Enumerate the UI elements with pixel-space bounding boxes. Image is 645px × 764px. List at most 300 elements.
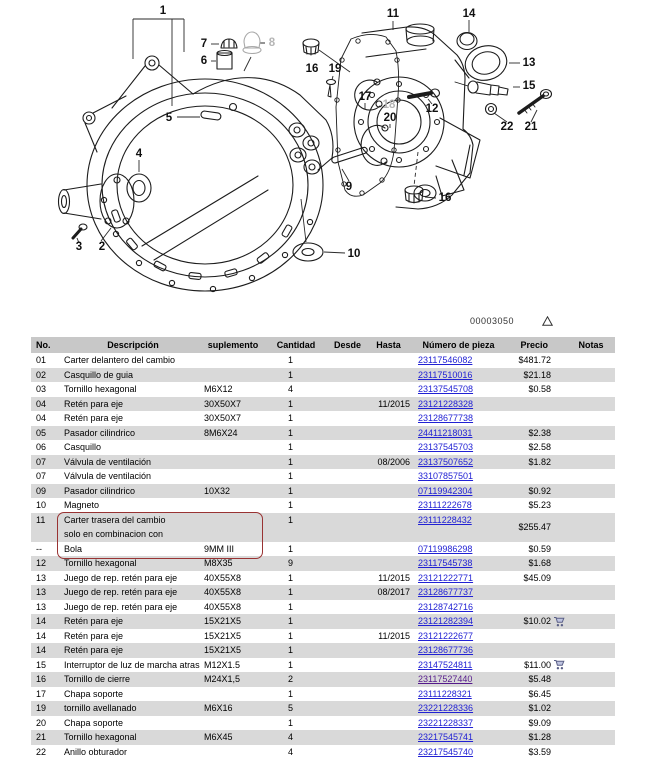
cell-price: $1.82 bbox=[528, 456, 551, 467]
cell-supplement: 15X21X5 bbox=[204, 616, 242, 626]
cell-supplement: M8X35 bbox=[204, 558, 233, 568]
table-row bbox=[31, 556, 615, 571]
part-number-link[interactable]: 23128677737 bbox=[418, 587, 474, 597]
cell-from bbox=[330, 542, 365, 557]
cell-until bbox=[365, 701, 412, 716]
cell-part-number bbox=[412, 658, 505, 673]
cell-supplement: M24X1,5 bbox=[204, 674, 241, 684]
cell-part-number bbox=[412, 585, 505, 600]
table-row bbox=[31, 411, 615, 426]
cell-no: 10 bbox=[36, 500, 47, 510]
cell-supplement bbox=[202, 745, 262, 760]
add-to-cart-icon[interactable] bbox=[551, 659, 567, 670]
cell-no: 07 bbox=[36, 471, 47, 481]
part-number-link[interactable]: 23121228328 bbox=[418, 398, 474, 409]
cell-quantity: 1 bbox=[288, 688, 294, 699]
part-number-link[interactable]: 24411218031 bbox=[418, 427, 473, 438]
cell-part-number bbox=[412, 455, 505, 470]
part-number-link[interactable]: 23128742716 bbox=[418, 601, 474, 612]
cell-supplement: M12X1.5 bbox=[204, 659, 241, 670]
cell-quantity: 1 bbox=[288, 543, 294, 554]
cell-no: 21 bbox=[36, 732, 47, 742]
cell-description: Retén para eje bbox=[64, 630, 124, 641]
cell-supplement: 40X55X8 bbox=[204, 587, 242, 597]
cell-until: 11/2015 bbox=[378, 398, 410, 409]
table-body bbox=[31, 353, 615, 759]
cell-part-number bbox=[412, 440, 505, 455]
cell-quantity: 5 bbox=[288, 703, 294, 713]
table-row bbox=[31, 730, 615, 745]
cell-price bbox=[505, 397, 568, 412]
cell-description: Anillo obturador bbox=[64, 746, 128, 757]
cell-until bbox=[365, 542, 412, 557]
column-header: No. bbox=[36, 340, 51, 350]
cell-notes bbox=[568, 629, 614, 644]
gearbox-housing-drawing bbox=[0, 0, 645, 312]
cell-description: Juego de rep. retén para eje bbox=[64, 572, 178, 583]
cell-no: 12 bbox=[36, 558, 47, 568]
cell-from bbox=[330, 484, 365, 499]
cell-supplement bbox=[202, 513, 262, 542]
cell-quantity: 1 bbox=[288, 572, 294, 583]
table-row bbox=[31, 585, 615, 600]
part-number-link[interactable]: 23217545741 bbox=[418, 732, 474, 742]
rear-housing-outline bbox=[335, 24, 480, 209]
cell-quantity: 4 bbox=[288, 732, 294, 742]
diagram-callout-1[interactable]: 1 bbox=[159, 5, 167, 17]
part-number-link[interactable]: 23121222771 bbox=[418, 572, 474, 583]
cell-description: Tornillo hexagonal bbox=[64, 558, 137, 568]
cell-part-number bbox=[412, 614, 505, 629]
cell-quantity: 1 bbox=[288, 717, 294, 728]
diagram-callout-16[interactable]: 16 bbox=[305, 63, 319, 75]
cell-description: Juego de rep. retén para eje bbox=[64, 587, 178, 597]
cell-description: Casquillo bbox=[64, 442, 102, 452]
cell-until bbox=[365, 600, 412, 615]
cell-part-number bbox=[412, 687, 505, 702]
cell-notes bbox=[568, 600, 614, 615]
cell-no: -- bbox=[36, 543, 42, 554]
cell-supplement: 40X55X8 bbox=[204, 572, 242, 583]
table-row bbox=[31, 484, 615, 499]
cell-description: Retén para eje bbox=[64, 645, 124, 655]
cell-supplement bbox=[202, 716, 262, 731]
column-header: Descripción bbox=[107, 340, 159, 350]
cell-supplement: 10X32 bbox=[204, 485, 231, 496]
cell-price: $481.72 bbox=[518, 355, 551, 365]
cell-description: Juego de rep. retén para eje bbox=[64, 601, 178, 612]
cell-description: tornillo avellanado bbox=[64, 703, 137, 713]
diagram-callout-8[interactable]: 8 bbox=[268, 37, 276, 49]
diagram-callout-14[interactable]: 14 bbox=[462, 8, 476, 20]
cell-part-number bbox=[412, 484, 505, 499]
column-header: Desde bbox=[333, 340, 361, 350]
cell-until bbox=[365, 411, 412, 426]
cell-quantity: 1 bbox=[288, 471, 294, 481]
cell-from bbox=[330, 614, 365, 629]
cell-description: Casquillo de guia bbox=[64, 369, 134, 380]
cell-until: 11/2015 bbox=[378, 630, 410, 641]
cell-description: Válvula de ventilación bbox=[64, 471, 152, 481]
cell-part-number bbox=[412, 411, 505, 426]
cell-no: 15 bbox=[36, 659, 47, 670]
cell-description: Tornillo hexagonal bbox=[64, 384, 137, 394]
diagram-callout-4[interactable]: 4 bbox=[135, 148, 143, 160]
cell-until bbox=[365, 513, 412, 542]
diagram-callout-17[interactable]: 17 bbox=[358, 91, 372, 103]
cell-quantity: 1 bbox=[288, 442, 294, 452]
table-row bbox=[31, 629, 615, 644]
cell-notes bbox=[568, 426, 614, 441]
cell-price: $1.28 bbox=[528, 732, 551, 742]
table-row bbox=[31, 672, 615, 687]
table-row bbox=[31, 542, 615, 557]
diagram-callout-12[interactable]: 12 bbox=[425, 103, 439, 115]
cell-from bbox=[330, 455, 365, 470]
cell-notes bbox=[568, 484, 614, 499]
cell-no: 06 bbox=[36, 442, 47, 452]
cell-notes bbox=[568, 440, 614, 455]
cell-from bbox=[330, 382, 365, 397]
cell-part-number bbox=[412, 397, 505, 412]
cell-until bbox=[365, 730, 412, 745]
table-row bbox=[31, 368, 615, 383]
cell-quantity: 2 bbox=[288, 674, 294, 684]
cell-quantity: 1 bbox=[288, 500, 294, 510]
table-row bbox=[31, 745, 615, 760]
cell-part-number bbox=[412, 672, 505, 687]
cell-no: 13 bbox=[36, 572, 47, 583]
table-row bbox=[31, 571, 615, 586]
cell-until bbox=[365, 498, 412, 513]
column-header: suplemento bbox=[207, 340, 259, 350]
cell-no: 14 bbox=[36, 630, 47, 641]
cell-until bbox=[365, 643, 412, 658]
cell-from bbox=[330, 730, 365, 745]
diagram-callout-19[interactable]: 19 bbox=[328, 63, 342, 75]
cell-quantity: 1 bbox=[288, 485, 294, 496]
cell-price: $0.58 bbox=[528, 384, 551, 394]
cell-price: $45.09 bbox=[523, 572, 551, 583]
cell-from bbox=[330, 368, 365, 383]
cell-until: 08/2017 bbox=[377, 587, 410, 597]
cell-notes bbox=[568, 716, 614, 731]
table-row bbox=[31, 498, 615, 513]
column-header: Precio bbox=[520, 340, 548, 350]
cell-supplement: M6X45 bbox=[204, 732, 233, 742]
part-number-link[interactable]: 23117546082 bbox=[418, 355, 473, 365]
cell-from bbox=[330, 353, 365, 368]
cell-price: $0.59 bbox=[528, 543, 551, 554]
add-to-cart-icon[interactable] bbox=[551, 616, 567, 627]
cell-notes bbox=[568, 571, 614, 586]
cell-price bbox=[505, 585, 568, 600]
table-row bbox=[31, 353, 615, 368]
diagram-callout-2[interactable]: 2 bbox=[98, 241, 106, 253]
cell-quantity: 1 bbox=[288, 659, 294, 670]
cell-quantity: 1 bbox=[288, 355, 294, 365]
cell-no: 13 bbox=[36, 587, 47, 597]
diagram-callout-13[interactable]: 13 bbox=[522, 57, 536, 69]
cell-description: Tornillo hexagonal bbox=[64, 732, 137, 742]
cell-supplement bbox=[202, 498, 262, 513]
cell-no: 04 bbox=[36, 413, 47, 423]
cell-part-number bbox=[412, 353, 505, 368]
cell-price: $3.59 bbox=[528, 746, 551, 757]
diagram-callout-18[interactable]: 18 bbox=[382, 99, 396, 111]
cell-price: $2.58 bbox=[528, 442, 551, 452]
part-number-link[interactable]: 23217545740 bbox=[418, 746, 474, 757]
cell-from bbox=[330, 411, 365, 426]
table-row bbox=[31, 643, 615, 658]
cell-notes bbox=[568, 353, 614, 368]
cell-until bbox=[365, 382, 412, 397]
cell-until bbox=[365, 672, 412, 687]
cell-no: 14 bbox=[36, 616, 47, 626]
cell-from bbox=[330, 643, 365, 658]
cell-no: 01 bbox=[36, 355, 47, 365]
diagram-callout-5[interactable]: 5 bbox=[165, 112, 173, 124]
cell-notes bbox=[568, 585, 614, 600]
cell-from bbox=[330, 440, 365, 455]
cell-notes bbox=[568, 730, 614, 745]
part-number-link[interactable]: 23111222678 bbox=[418, 500, 472, 510]
cell-price: $11.00 bbox=[505, 658, 568, 673]
cell-no: 04 bbox=[36, 398, 47, 409]
cell-price bbox=[505, 469, 568, 484]
cell-until bbox=[365, 716, 412, 731]
cell-from bbox=[330, 469, 365, 484]
cell-price: $1.02 bbox=[528, 703, 551, 713]
cell-description: Chapa soporte bbox=[64, 688, 124, 699]
table-row bbox=[31, 600, 615, 615]
diagram-callout-6[interactable]: 6 bbox=[200, 55, 208, 67]
cell-supplement bbox=[202, 440, 262, 455]
table-row bbox=[31, 701, 615, 716]
table-row bbox=[31, 440, 615, 455]
column-header: Hasta bbox=[376, 340, 401, 350]
cell-supplement: 15X21X5 bbox=[204, 645, 242, 655]
cell-part-number bbox=[412, 556, 505, 571]
cell-supplement bbox=[202, 455, 262, 470]
cell-notes bbox=[568, 643, 614, 658]
cell-supplement bbox=[202, 353, 262, 368]
grayed-part-8 bbox=[243, 32, 261, 54]
cell-price: $10.02 bbox=[505, 614, 568, 629]
cell-part-number bbox=[412, 629, 505, 644]
cell-part-number bbox=[412, 730, 505, 745]
cell-quantity: 4 bbox=[288, 384, 294, 394]
cell-price: $5.23 bbox=[528, 500, 551, 510]
cell-supplement: M6X16 bbox=[204, 703, 233, 713]
cell-notes bbox=[568, 701, 614, 716]
part-number-link[interactable]: 07119986298 bbox=[418, 543, 473, 554]
cell-until bbox=[365, 368, 412, 383]
cell-quantity: 1 bbox=[288, 456, 294, 467]
cell-part-number bbox=[412, 571, 505, 586]
cell-quantity: 1 bbox=[288, 630, 294, 641]
diagram-callout-9[interactable]: 9 bbox=[345, 181, 353, 193]
table-row bbox=[31, 469, 615, 484]
column-header: Cantidad bbox=[276, 340, 316, 350]
diagram-number: 00003050 bbox=[470, 316, 515, 326]
cell-no: 16 bbox=[36, 674, 47, 684]
diagram-callout-15[interactable]: 15 bbox=[522, 80, 536, 92]
cell-supplement: 8M6X24 bbox=[204, 427, 238, 438]
cell-quantity: 4 bbox=[288, 746, 294, 757]
cell-description: Pasador cilindrico bbox=[64, 485, 136, 496]
diagram-callout-20[interactable]: 20 bbox=[383, 112, 397, 124]
diagram-callout-21[interactable]: 21 bbox=[524, 121, 538, 133]
cell-until bbox=[365, 426, 412, 441]
cell-price bbox=[505, 600, 568, 615]
part-number-link[interactable]: 33107857501 bbox=[418, 471, 474, 481]
cell-from bbox=[330, 556, 365, 571]
cell-description: Tornillo de cierre bbox=[64, 674, 131, 684]
cell-from bbox=[330, 571, 365, 586]
table-row bbox=[31, 455, 615, 470]
cell-until bbox=[365, 469, 412, 484]
cell-from bbox=[330, 701, 365, 716]
part-number-link[interactable]: 23221228336 bbox=[418, 703, 474, 713]
diagram-callout-7[interactable]: 7 bbox=[200, 38, 208, 50]
cell-from bbox=[330, 397, 365, 412]
cell-quantity: 9 bbox=[288, 558, 294, 568]
diagram-callout-22[interactable]: 22 bbox=[500, 121, 514, 133]
cell-part-number bbox=[412, 542, 505, 557]
table-row bbox=[31, 397, 615, 412]
cell-from bbox=[330, 585, 365, 600]
cell-from bbox=[330, 600, 365, 615]
part-number-link[interactable]: 23128677736 bbox=[418, 645, 474, 655]
diagram-callout-3[interactable]: 3 bbox=[75, 241, 83, 253]
cell-price bbox=[505, 629, 568, 644]
cell-description: Válvula de ventilación bbox=[64, 456, 152, 467]
cell-no: 14 bbox=[36, 645, 47, 655]
cell-from bbox=[330, 745, 365, 760]
cell-part-number bbox=[412, 745, 505, 760]
cell-no: 03 bbox=[36, 384, 47, 394]
cell-description: Pasador cilindrico bbox=[64, 427, 136, 438]
table-row bbox=[31, 658, 615, 673]
cell-from bbox=[330, 672, 365, 687]
cell-price: $5.48 bbox=[528, 674, 551, 684]
cell-description: Bola bbox=[64, 543, 83, 554]
cell-quantity: 1 bbox=[288, 369, 294, 380]
cell-price: $255.47 bbox=[518, 521, 551, 532]
cell-notes bbox=[568, 556, 614, 571]
diagram-callout-11[interactable]: 11 bbox=[386, 8, 400, 20]
cell-until bbox=[365, 745, 412, 760]
part-number-link[interactable]: 23117510016 bbox=[418, 369, 473, 380]
cell-notes bbox=[568, 672, 614, 687]
cell-description: Carter delantero del cambio bbox=[64, 355, 176, 365]
cell-until bbox=[365, 687, 412, 702]
table-row bbox=[31, 382, 615, 397]
cell-description: Magneto bbox=[64, 500, 100, 510]
part-number-link[interactable]: 23117527440 bbox=[418, 674, 473, 684]
diagram-meta bbox=[470, 316, 553, 326]
part-number-link[interactable]: 23137507652 bbox=[418, 456, 474, 467]
table-row bbox=[31, 426, 615, 441]
cell-from bbox=[330, 629, 365, 644]
cell-until bbox=[365, 484, 412, 499]
cell-quantity: 1 bbox=[288, 514, 294, 525]
cell-notes bbox=[568, 658, 614, 673]
part-number-link[interactable]: 23147524811 bbox=[418, 659, 473, 670]
cell-quantity: 1 bbox=[288, 645, 294, 655]
cell-part-number bbox=[412, 469, 505, 484]
part-number-link[interactable]: 23137545703 bbox=[418, 442, 474, 452]
diagram-callout-16[interactable]: 16 bbox=[438, 192, 452, 204]
cell-part-number bbox=[412, 701, 505, 716]
cell-price bbox=[505, 411, 568, 426]
cell-description: Retén para eje bbox=[64, 413, 124, 423]
part-number-link[interactable]: 23111228321 bbox=[418, 688, 472, 699]
cell-price: $1.68 bbox=[528, 558, 551, 568]
cell-notes bbox=[568, 411, 614, 426]
part-number-link[interactable]: 23137545708 bbox=[418, 384, 474, 394]
cell-description: Chapa soporte bbox=[64, 717, 124, 728]
cell-from bbox=[330, 513, 365, 542]
cell-no: 05 bbox=[36, 427, 47, 438]
cell-part-number bbox=[412, 382, 505, 397]
part-number-link[interactable]: 23121222677 bbox=[418, 630, 474, 641]
cell-price: $2.38 bbox=[528, 427, 551, 438]
diagram-callout-10[interactable]: 10 bbox=[347, 248, 361, 260]
cell-until bbox=[365, 556, 412, 571]
cell-supplement: 15X21X5 bbox=[204, 630, 242, 641]
cell-price bbox=[505, 643, 568, 658]
cell-supplement: 9MM III bbox=[204, 543, 235, 554]
cell-price: $6.45 bbox=[528, 688, 551, 699]
cell-price: $0.92 bbox=[528, 485, 551, 496]
cell-quantity: 1 bbox=[288, 398, 294, 409]
cell-notes bbox=[568, 513, 614, 542]
part-number-link[interactable]: 23221228337 bbox=[418, 717, 474, 728]
cell-no: 11 bbox=[36, 514, 46, 525]
cell-until bbox=[365, 658, 412, 673]
table-row bbox=[31, 716, 615, 731]
cell-description: Interruptor de luz de marcha atras bbox=[64, 659, 200, 670]
column-header: Notas bbox=[578, 340, 604, 350]
cell-from bbox=[330, 426, 365, 441]
cell-part-number bbox=[412, 716, 505, 731]
cell-description: Retén para eje bbox=[64, 616, 124, 626]
table-row bbox=[31, 687, 615, 702]
cell-price: $9.09 bbox=[528, 717, 551, 728]
cell-until: 11/2015 bbox=[378, 572, 410, 583]
cell-supplement bbox=[202, 368, 262, 383]
cell-quantity: 1 bbox=[288, 601, 294, 612]
cell-part-number bbox=[412, 426, 505, 441]
table-header-row bbox=[31, 337, 615, 353]
cell-price: $21.18 bbox=[523, 369, 551, 380]
cell-notes bbox=[568, 614, 614, 629]
cell-part-number bbox=[412, 498, 505, 513]
part-number-link[interactable]: 23128677738 bbox=[418, 413, 474, 423]
part-number-link[interactable]: 23111228432 bbox=[418, 514, 472, 525]
cell-no: 20 bbox=[36, 717, 47, 728]
cell-part-number bbox=[412, 600, 505, 615]
cell-from bbox=[330, 687, 365, 702]
part-number-link[interactable]: 23121282394 bbox=[418, 616, 474, 626]
part-number-link[interactable]: 23117545738 bbox=[418, 558, 473, 568]
cell-part-number bbox=[412, 643, 505, 658]
warning-triangle-icon bbox=[542, 316, 553, 326]
part-number-link[interactable]: 07119942304 bbox=[418, 485, 473, 496]
cell-part-number bbox=[412, 368, 505, 383]
